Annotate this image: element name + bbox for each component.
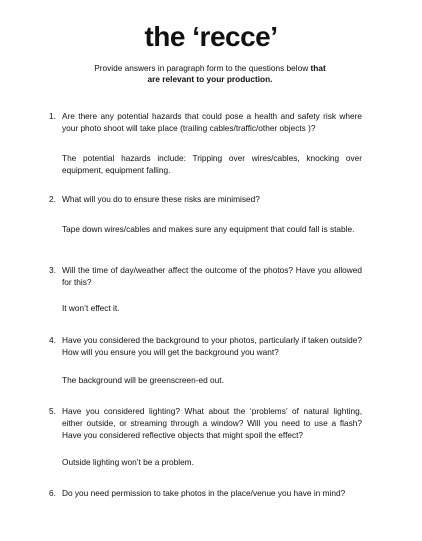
- instructions-emphasis-1: that: [310, 63, 326, 73]
- answer-2: Tape down wires/cables and makes sure any equipment that could fall is stable.: [62, 224, 355, 234]
- answer-4: The background will be greenscreen-ed out.: [62, 375, 224, 385]
- instructions-emphasis-2: are relevant to your production.: [147, 74, 273, 84]
- question-4: [49, 334, 362, 358]
- page-title: the ‘recce’: [144, 21, 278, 52]
- instructions-text: Provide answers in paragraph form to the questions below: [94, 63, 311, 73]
- question-6: [49, 487, 362, 499]
- instructions: [40, 63, 380, 85]
- question-3: [49, 264, 362, 288]
- question-text: What will you do to ensure these risks are minimised?: [62, 194, 260, 204]
- question-text: Have you considered lighting? What about the ‘problems’ of natural lighting, either outside, or streaming through a window? Will you need to use a flash? Have you considered reflective objects that might spoil the effect?: [62, 406, 362, 440]
- question-text: Have you considered the background to your photos, particularly if taken outside? How will you ensure you will get the background you want?: [62, 335, 362, 357]
- question-2: [49, 193, 362, 205]
- answer-3: It won’t effect it.: [62, 303, 120, 313]
- answer-1: The potential hazards include: Tripping over wires/cables, knocking over equipment, equipment falling.: [62, 153, 362, 175]
- question-text: Are there any potential hazards that could pose a health and safety risk where your photo shoot will take place (trailing cables/traffic/other objects )?: [62, 111, 362, 133]
- question-number: 2.: [49, 194, 56, 204]
- question-text: Do you need permission to take photos in the place/venue you have in mind?: [62, 488, 346, 498]
- question-number: 1.: [49, 111, 56, 121]
- question-5: [49, 405, 362, 441]
- question-number: 6.: [49, 488, 56, 498]
- question-text: Will the time of day/weather affect the outcome of the photos? Have you allowed for this?: [62, 265, 362, 287]
- question-number: 3.: [49, 265, 56, 275]
- question-1: [49, 110, 362, 134]
- question-number: 4.: [49, 335, 56, 345]
- question-number: 5.: [49, 406, 56, 416]
- answer-5: Outside lighting won’t be a problem.: [62, 457, 194, 467]
